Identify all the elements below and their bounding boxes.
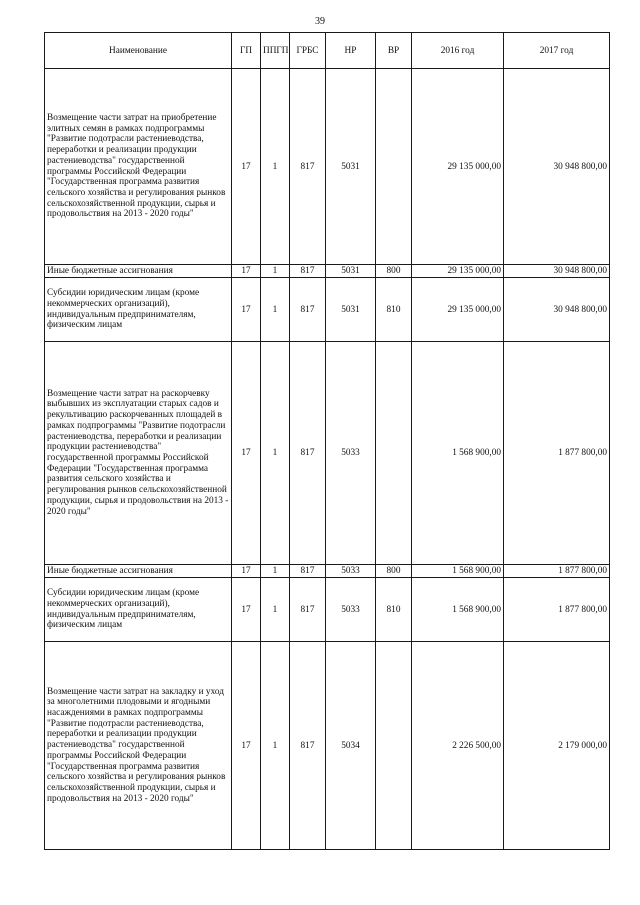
row-ppgp: 1: [261, 342, 290, 565]
header-2017: 2017 год: [504, 33, 610, 69]
header-grbs: ГРБС: [290, 33, 326, 69]
row-name: Субсидии юридическим лицам (кроме некоммерческих организаций), индивидуальным предпринимателям, физическим лицам: [45, 278, 232, 342]
header-2016: 2016 год: [412, 33, 504, 69]
row-2016: 1 568 900,00: [412, 342, 504, 565]
row-vr: [376, 642, 412, 850]
row-gp: 17: [232, 642, 261, 850]
header-row: [45, 33, 610, 69]
row-vr: 800: [376, 265, 412, 278]
row-2016: 29 135 000,00: [412, 265, 504, 278]
row-2017: 2 179 000,00: [504, 642, 610, 850]
row-ppgp: 1: [261, 69, 290, 265]
table-row: [45, 69, 610, 265]
row-gp: 17: [232, 69, 261, 265]
row-grbs: 817: [290, 342, 326, 565]
table-row: [45, 565, 610, 578]
row-nr: 5031: [326, 69, 376, 265]
row-vr: 810: [376, 278, 412, 342]
table-row: [45, 578, 610, 642]
row-vr: 810: [376, 578, 412, 642]
row-2017: 1 877 800,00: [504, 578, 610, 642]
row-2016: 29 135 000,00: [412, 69, 504, 265]
row-ppgp: 1: [261, 578, 290, 642]
row-name: Иные бюджетные ассигнования: [45, 565, 232, 578]
row-gp: 17: [232, 565, 261, 578]
row-2016: 1 568 900,00: [412, 578, 504, 642]
header-vr: ВР: [376, 33, 412, 69]
row-grbs: 817: [290, 265, 326, 278]
row-2017: 1 877 800,00: [504, 565, 610, 578]
row-grbs: 817: [290, 69, 326, 265]
row-nr: 5034: [326, 642, 376, 850]
table-row: [45, 642, 610, 850]
row-vr: [376, 69, 412, 265]
row-nr: 5031: [326, 265, 376, 278]
table-row: [45, 342, 610, 565]
row-grbs: 817: [290, 642, 326, 850]
row-2017: 30 948 800,00: [504, 69, 610, 265]
budget-table: [44, 32, 610, 850]
row-name: Субсидии юридическим лицам (кроме некоммерческих организаций), индивидуальным предпринимателям, физическим лицам: [45, 578, 232, 642]
row-gp: 17: [232, 278, 261, 342]
row-vr: 800: [376, 565, 412, 578]
row-gp: 17: [232, 578, 261, 642]
row-name: Возмещение части затрат на раскорчевку выбывших из эксплуатации старых садов и рекультивацию раскорчеванных площадей в рамках подпрограммы "Развитие подотрасли растениеводства, переработки и реализации продукции растениеводства" государственной программы Российской Федерации "Государственная программа развития сельского хозяйства и регулирования рынков сельскохозяйственной продукции, сырья и продовольствия на 2013 - 2020 годы": [45, 342, 232, 565]
row-gp: 17: [232, 342, 261, 565]
row-2016: 1 568 900,00: [412, 565, 504, 578]
row-nr: 5033: [326, 578, 376, 642]
row-ppgp: 1: [261, 278, 290, 342]
table-row: [45, 278, 610, 342]
row-ppgp: 1: [261, 265, 290, 278]
header-ppgp: ППГП: [261, 33, 290, 69]
row-name: Возмещение части затрат на приобретение элитных семян в рамках подпрограммы "Развитие подотрасли растениеводства, переработки и реализации продукции растениеводства" государственной программы Российской Федерации "Государственная программа развития сельского хозяйства и регулирования рынков сельскохозяйственной продукции, сырья и продовольствия на 2013 - 2020 годы": [45, 69, 232, 265]
row-name: Возмещение части затрат на закладку и уход за многолетними плодовыми и ягодными насаждениями в рамках подпрограммы "Развитие подотрасли растениеводства, переработки и реализации продукции растениеводства" государственной программы Российской Федерации "Государственная программа развития сельского хозяйства и регулирования рынков сельскохозяйственной продукции, сырья и продовольствия на 2013 - 2020 годы": [45, 642, 232, 850]
row-name: Иные бюджетные ассигнования: [45, 265, 232, 278]
page-number: 39: [315, 16, 325, 27]
row-2016: 29 135 000,00: [412, 278, 504, 342]
header-name: Наименование: [45, 33, 232, 69]
row-ppgp: 1: [261, 565, 290, 578]
row-grbs: 817: [290, 578, 326, 642]
row-2017: 30 948 800,00: [504, 265, 610, 278]
header-nr: НР: [326, 33, 376, 69]
row-nr: 5033: [326, 342, 376, 565]
row-nr: 5031: [326, 278, 376, 342]
row-nr: 5033: [326, 565, 376, 578]
row-ppgp: 1: [261, 642, 290, 850]
header-gp: ГП: [232, 33, 261, 69]
row-grbs: 817: [290, 278, 326, 342]
row-grbs: 817: [290, 565, 326, 578]
row-2017: 30 948 800,00: [504, 278, 610, 342]
row-gp: 17: [232, 265, 261, 278]
row-2017: 1 877 800,00: [504, 342, 610, 565]
row-vr: [376, 342, 412, 565]
row-2016: 2 226 500,00: [412, 642, 504, 850]
table-row: [45, 265, 610, 278]
